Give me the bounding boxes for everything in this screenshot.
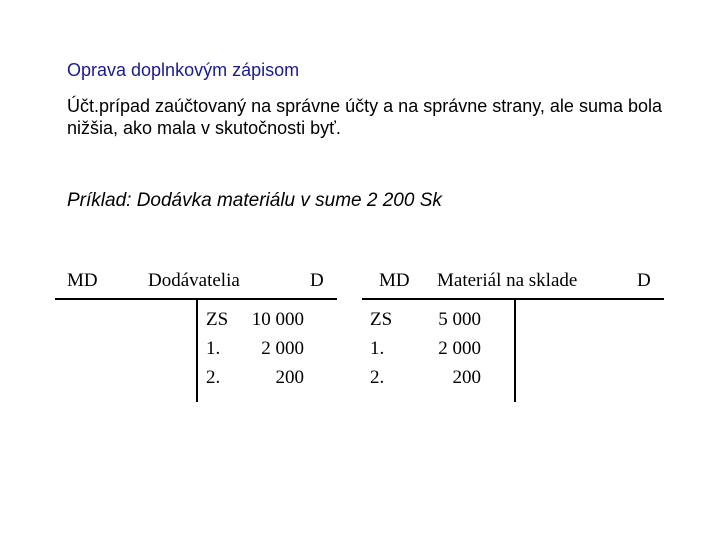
credit-label: D <box>310 270 324 291</box>
t-account-vertical-line <box>514 298 516 402</box>
entry-label: ZS <box>206 309 229 330</box>
credit-label: D <box>637 270 651 291</box>
t-account-horizontal-line <box>362 298 664 300</box>
entry-amount: 5 000 <box>438 309 481 330</box>
entry-label: ZS <box>370 309 393 330</box>
entry-amount: 200 <box>275 367 304 388</box>
entry-amount: 2 000 <box>261 338 304 359</box>
account-name: Materiál na sklade <box>437 270 578 291</box>
entry-label: 2. <box>370 367 385 388</box>
entry-amount: 2 000 <box>438 338 481 359</box>
entry-label: 2. <box>206 367 221 388</box>
account-name: Dodávatelia <box>148 270 240 291</box>
debit-label: MD <box>67 270 98 291</box>
heading: Oprava doplnkovým zápisom <box>67 60 300 80</box>
t-account-vertical-line <box>196 298 198 402</box>
entry-label: 1. <box>370 338 385 359</box>
description: Účt.prípad zaúčtovaný na správne účty a na správne strany, ale suma bola nižšia, ako mala v skutočnosti byť. <box>67 96 662 138</box>
entry-amount: 10 000 <box>251 309 304 330</box>
entry-amount: 200 <box>452 367 481 388</box>
entry-label: 1. <box>206 338 221 359</box>
example-text: Príklad: Dodávka materiálu v sume 2 200 Sk <box>67 190 442 211</box>
debit-label: MD <box>379 270 410 291</box>
